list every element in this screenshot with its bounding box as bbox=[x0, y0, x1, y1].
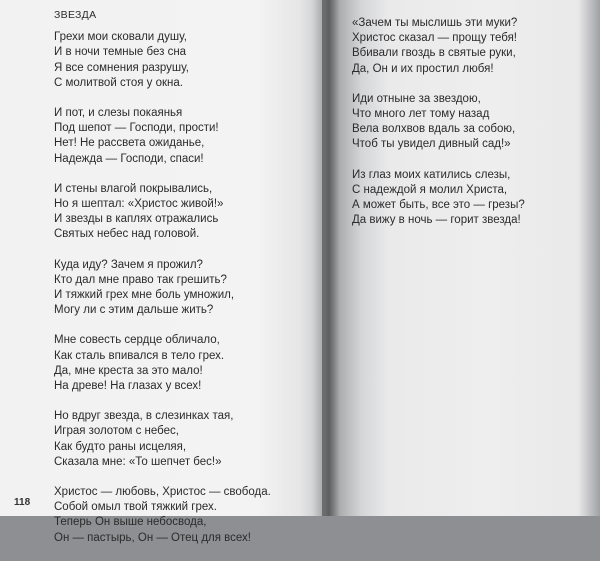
poem-line: Куда иду? Зачем я прожил? bbox=[54, 258, 203, 271]
poem-left-column bbox=[54, 8, 271, 561]
poem-line: Собой омыл твой тяжкий грех. bbox=[54, 501, 217, 514]
stanza bbox=[352, 168, 525, 229]
poem-line: С молитвой стоя у окна. bbox=[54, 76, 183, 89]
poem-line: Грехи мои сковали душу, bbox=[54, 31, 187, 44]
poem-line: Что много лет тому назад bbox=[352, 108, 490, 121]
poem-line: Но вдруг звезда, в слезинках тая, bbox=[54, 410, 234, 423]
poem-line: Кто дал мне право так грешить? bbox=[54, 273, 227, 286]
poem-line: На древе! На глазах у всех! bbox=[54, 380, 202, 393]
poem-line: Вела волхвов вдаль за собою, bbox=[352, 123, 516, 136]
poem-line: Я все сомнения разрушу, bbox=[54, 61, 189, 74]
stanza bbox=[54, 182, 271, 243]
poem-line: И пот, и слезы покаянья bbox=[54, 107, 183, 120]
poem-line: Как сталь впивался в тело грех. bbox=[54, 349, 225, 362]
poem-line: И в ночи темные без сна bbox=[54, 46, 187, 59]
poem-line: Да вижу в ночь — горит звезда! bbox=[352, 214, 521, 227]
stanza bbox=[54, 258, 271, 319]
poem-line: Вбивали гвоздь в святые руки, bbox=[352, 47, 516, 60]
poem-line: И стены влагой покрывались, bbox=[54, 182, 213, 195]
poem-line: И тяжкий грех мне боль умножил, bbox=[54, 289, 235, 302]
right-stanzas bbox=[352, 16, 525, 228]
poem-line: «Зачем ты мыслишь эти муки? bbox=[352, 17, 518, 29]
poem-line: Да, Он и их простил любя! bbox=[352, 62, 494, 75]
poem-line: С надеждой я молил Христа, bbox=[352, 183, 508, 196]
poem-line: А может быть, все это — грезы? bbox=[352, 199, 525, 212]
stanza bbox=[54, 409, 271, 470]
poem-line: И звезды в каплях отражались bbox=[54, 213, 219, 226]
poem-line: Христос — любовь, Христос — свобода. bbox=[54, 486, 271, 499]
stanza bbox=[54, 106, 271, 167]
poem-line: Надежда — Господи, спаси! bbox=[54, 152, 204, 165]
left-stanzas bbox=[54, 30, 271, 546]
poem-line: Сказала мне: «То шепчет бес!» bbox=[54, 455, 222, 468]
stanza bbox=[54, 333, 271, 394]
page-edge-shadow bbox=[578, 0, 600, 516]
stanza bbox=[54, 30, 271, 91]
poem-line: Мне совесть сердце обличало, bbox=[54, 334, 220, 347]
stanza bbox=[352, 16, 525, 77]
poem-line: Да, мне креста за это мало! bbox=[54, 364, 203, 377]
poem-line: Из глаз моих катились слезы, bbox=[352, 168, 511, 181]
poem-line: Как будто раны исцеляя, bbox=[54, 440, 187, 453]
poem-line: Но я шептал: «Христос живой!» bbox=[54, 198, 224, 211]
poem-line: Теперь Он выше небосвода, bbox=[54, 516, 207, 529]
poem-line: Чтоб ты увидел дивный сад!» bbox=[352, 138, 511, 151]
poem-line: Могу ли с этим дальше жить? bbox=[54, 304, 214, 317]
stanza bbox=[54, 485, 271, 546]
poem-right-column bbox=[352, 16, 525, 243]
poem-line: Нет! Не рассвета ожиданье, bbox=[54, 137, 205, 150]
page-number: 118 bbox=[14, 497, 31, 508]
poem-line: Святых небес над головой. bbox=[54, 228, 200, 241]
poem-line: Под шепот — Господи, прости! bbox=[54, 122, 219, 135]
poem-line: Он — пастырь, Он — Отец для всех! bbox=[54, 531, 251, 544]
poem-line: Христос сказал — прощу тебя! bbox=[352, 32, 518, 45]
poem-line: Играя золотом с небес, bbox=[54, 425, 179, 438]
poem-line: Иди отныне за звездою, bbox=[352, 92, 481, 105]
stanza bbox=[352, 92, 525, 153]
poem-title: ЗВЕЗДА bbox=[54, 9, 97, 21]
